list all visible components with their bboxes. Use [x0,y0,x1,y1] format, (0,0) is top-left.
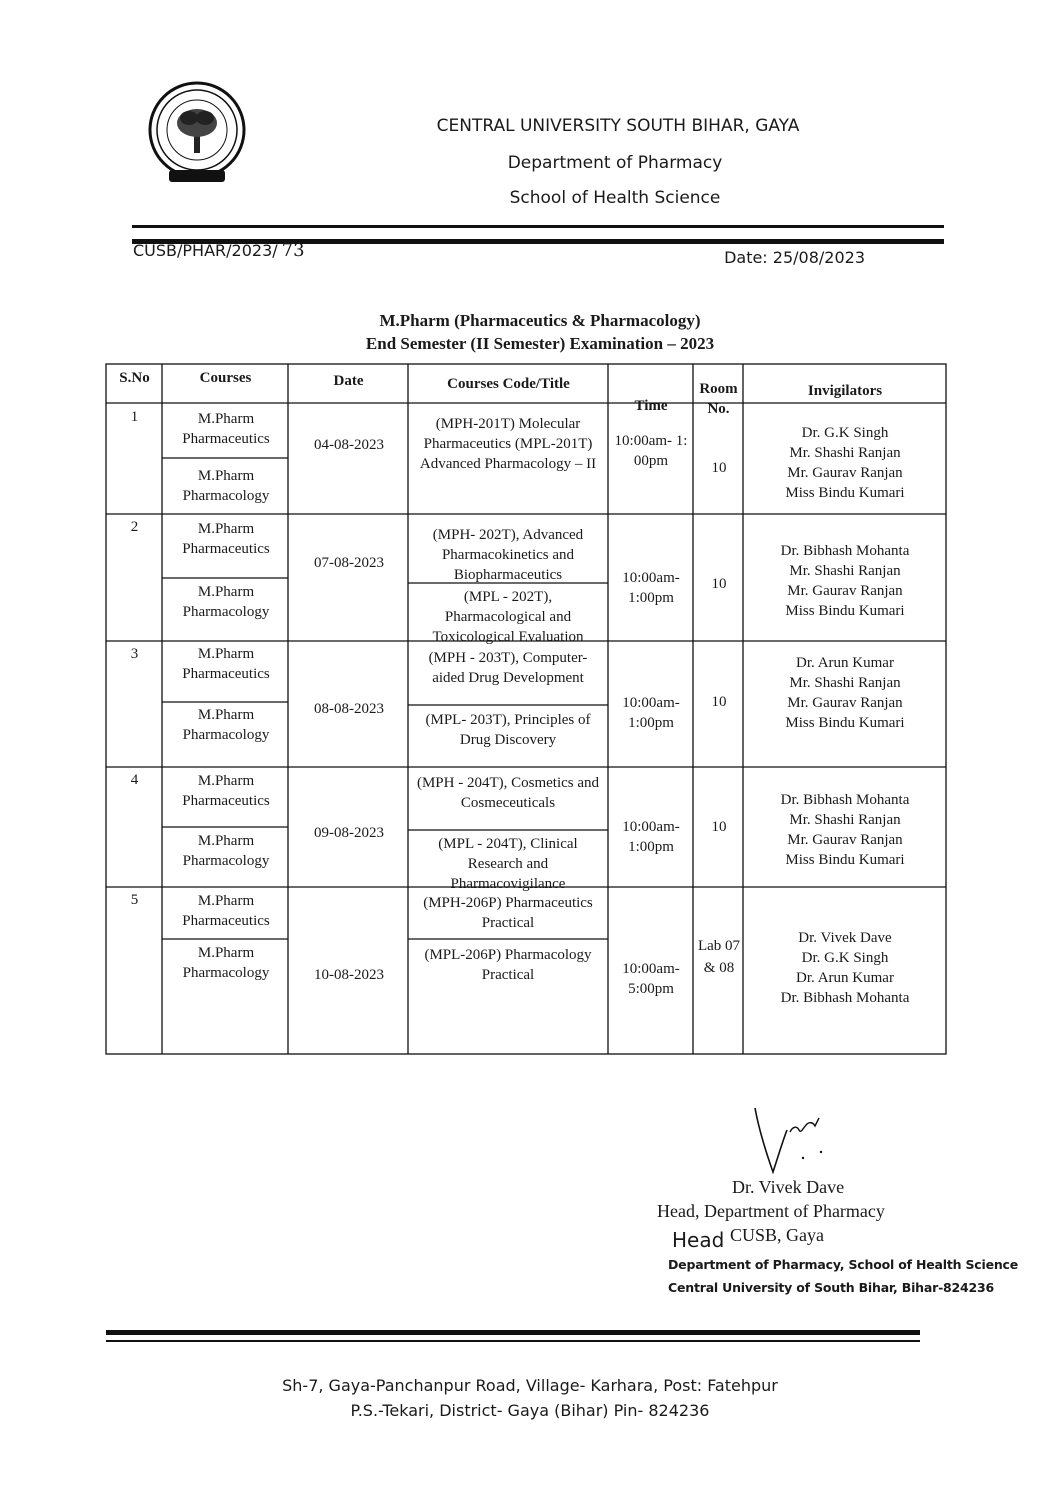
row-4-invigilator-2: Mr. Shashi Ranjan [789,812,901,828]
row-4-course-pharmaceutics: M.Pharm Pharmaceutics [182,773,270,809]
row-2-invigilator-2: Mr. Shashi Ranjan [789,563,901,579]
header-invigilators: Invigilators [807,383,883,399]
stamp-line-1: Department of Pharmacy, School of Health Science [668,1257,1019,1272]
row-3-course-code-pharmaceutics: (MPH - 203T), Computer-aided Drug Development [428,650,588,686]
row-2-sno: 2 [130,519,139,535]
row-2-room: 10 [711,576,727,592]
signatory-designation: Head, Department of Pharmacy [657,1201,885,1221]
row-4-course-code-pharmaceutics: (MPH - 204T), Cosmetics and Cosmeceuticals [416,775,600,811]
row-5-invigilator-4: Dr. Bibhash Mohanta [780,990,910,1006]
university-seal-logo [147,78,247,188]
row-3-invigilators [750,653,940,733]
row-5-invigilator-1: Dr. Vivek Dave [798,930,892,946]
row-5-invigilator-2: Dr. G.K Singh [801,950,889,966]
header-time: Time [634,398,668,414]
row-4-course-code-pharmacology: (MPL - 204T), Clinical Research and Pharmacovigilance [438,836,578,892]
document-title [250,309,830,355]
footer-address-line-1: Sh-7, Gaya-Panchanpur Road, Village- Karhara, Post: Fatehpur [282,1376,778,1395]
row-5-course-pharmaceutics: M.Pharm Pharmaceutics [182,893,270,929]
row-2-time: 10:00am- 1:00pm [622,570,680,606]
letter-date: Date: 25/08/2023 [724,248,865,267]
row-2-invigilator-1: Dr. Bibhash Mohanta [780,543,910,559]
row-1-course-pharmaceutics: M.Pharm Pharmaceutics [182,411,270,447]
row-2-date: 07-08-2023 [314,555,384,571]
row-3-room: 10 [711,694,727,710]
exam-schedule-table [105,363,947,1055]
row-3-time: 10:00am- 1:00pm [622,695,680,731]
row-3-course-code-pharmacology: (MPL- 203T), Principles of Drug Discovery [425,712,591,748]
row-5-sno: 5 [130,892,139,908]
row-3-invigilator-3: Mr. Gaurav Ranjan [787,695,903,711]
row-4-invigilator-4: Miss Bindu Kumari [785,852,905,868]
title-line-1: M.Pharm (Pharmaceutics & Pharmacology) [379,311,701,330]
row-1-date: 04-08-2023 [314,437,384,453]
header-sno: S.No [119,370,150,386]
row-5-course-code-pharmacology: (MPL-206P) Pharmacology Practical [424,947,592,983]
department-name: Department of Pharmacy [507,153,723,173]
row-5-time: 10:00am- 5:00pm [622,961,680,997]
row-1-course-code: (MPH-201T) Molecular Pharmaceutics (MPL-201T) Advanced Pharmacology – II [419,416,597,472]
row-1-room: 10 [711,460,727,476]
row-4-course-pharmacology: M.Pharm Pharmacology [182,833,270,869]
row-1-invigilator-2: Mr. Shashi Ranjan [789,445,901,461]
stamp-line-2: Central University of South Bihar, Bihar-824236 [668,1280,995,1295]
reference-number [133,240,305,261]
row-1-invigilator-4: Miss Bindu Kumari [785,485,905,501]
row-5-invigilator-3: Dr. Arun Kumar [796,970,894,986]
row-3-invigilator-2: Mr. Shashi Ranjan [789,675,901,691]
row-1-invigilators [750,423,940,503]
stamp-head-label: Head [672,1228,725,1252]
signatory-name: Dr. Vivek Dave [732,1177,845,1197]
row-4-sno: 4 [130,772,139,788]
row-1-time: 10:00am- 1: 00pm [614,433,688,469]
header-code: Courses Code/Title [447,376,570,392]
header-rule-thin [132,225,944,228]
row-4-time: 10:00am- 1:00pm [622,819,680,855]
row-4-date: 09-08-2023 [314,825,384,841]
footer-address-line-2: P.S.-Tekari, District- Gaya (Bihar) Pin- 824236 [350,1401,710,1420]
row-4-invigilator-3: Mr. Gaurav Ranjan [787,832,903,848]
row-5-date: 10-08-2023 [314,967,384,983]
reference-handwritten-number: 73 [281,240,305,261]
row-5-room: Lab 07 & 08 [697,938,741,976]
row-2-invigilator-4: Miss Bindu Kumari [785,603,905,619]
header-courses: Courses [199,370,252,386]
footer-rule-thick [106,1330,920,1335]
footer-rule-thin [106,1340,920,1342]
row-1-course-pharmacology: M.Pharm Pharmacology [182,468,270,504]
row-2-course-pharmacology: M.Pharm Pharmacology [182,584,270,620]
row-3-invigilator-4: Miss Bindu Kumari [785,715,905,731]
row-4-room: 10 [711,819,727,835]
row-2-invigilator-3: Mr. Gaurav Ranjan [787,583,903,599]
header-room: Room No. [699,381,738,417]
row-2-course-code-pharmaceutics: (MPH- 202T), Advanced Pharmacokinetics and Biopharmaceutics [432,527,584,583]
row-5-course-code-pharmaceutics: (MPH-206P) Pharmaceutics Practical [423,895,593,931]
university-name: CENTRAL UNIVERSITY SOUTH BIHAR, GAYA [436,116,800,136]
row-5-course-pharmacology: M.Pharm Pharmacology [182,945,270,981]
row-3-course-pharmacology: M.Pharm Pharmacology [182,707,270,743]
row-2-invigilators [750,541,940,621]
school-name: School of Health Science [509,188,721,208]
row-5-invigilators [750,928,940,1008]
handwritten-signature [745,1100,835,1180]
row-1-invigilator-1: Dr. G.K Singh [801,425,889,441]
row-2-course-code-pharmacology: (MPL - 202T), Pharmacological and Toxicological Evaluation [432,589,584,645]
row-2-course-pharmaceutics: M.Pharm Pharmaceutics [182,521,270,557]
row-3-invigilator-1: Dr. Arun Kumar [796,655,894,671]
row-3-date: 08-08-2023 [314,701,384,717]
signatory-place: CUSB, Gaya [730,1225,824,1245]
row-3-sno: 3 [130,646,139,662]
row-3-course-pharmaceutics: M.Pharm Pharmaceutics [182,646,270,682]
row-4-invigilator-1: Dr. Bibhash Mohanta [780,792,910,808]
reference-prefix: CUSB/PHAR/2023/ [133,241,278,260]
row-1-sno: 1 [130,409,139,425]
header-date: Date [333,373,364,389]
title-line-2: End Semester (II Semester) Examination – 2023 [365,334,715,353]
row-4-invigilators [750,790,940,870]
row-1-invigilator-3: Mr. Gaurav Ranjan [787,465,903,481]
